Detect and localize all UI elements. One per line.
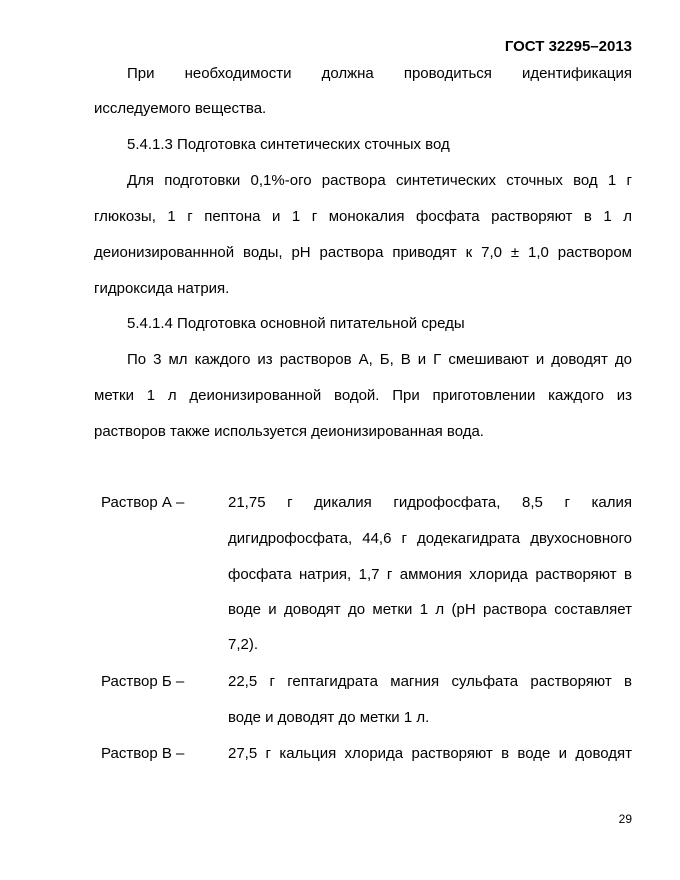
solution-v-label: Раствор В – — [101, 745, 185, 762]
section-5414-line-3: растворов также используется деионизированная вода. — [94, 423, 484, 440]
solution-v-line-1: 27,5 г кальция хлорида растворяют в воде и доводят — [228, 745, 632, 762]
solution-a-line-5: 7,2). — [228, 636, 259, 653]
section-5413-line-4: гидроксида натрия. — [94, 280, 230, 297]
solution-a-line-1: 21,75 г дикалия гидрофосфата, 8,5 г калия — [228, 494, 632, 511]
section-5413-line-1: Для подготовки 0,1%-ого раствора синтетических сточных вод 1 г — [127, 172, 632, 189]
intro-line-2: исследуемого вещества. — [94, 100, 267, 117]
solution-a-line-4: воде и доводят до метки 1 л (рН раствора составляет — [228, 601, 632, 618]
section-5414-line-2: метки 1 л деионизированной водой. При приготовлении каждого из — [94, 387, 632, 404]
section-5414-line-1: По 3 мл каждого из растворов А, Б, В и Г смешивают и доводят до — [127, 351, 632, 368]
solution-b-line-1: 22,5 г гептагидрата магния сульфата растворяют в — [228, 673, 632, 690]
section-5414-heading: 5.4.1.4 Подготовка основной питательной среды — [127, 315, 465, 332]
solution-a-label: Раствор А – — [101, 494, 185, 511]
solution-a-line-2: дигидрофосфата, 44,6 г додекагидрата двухосновного — [228, 530, 632, 547]
solution-a-line-3: фосфата натрия, 1,7 г аммония хлорида растворяют в — [228, 566, 632, 583]
section-5413-heading: 5.4.1.3 Подготовка синтетических сточных вод — [127, 136, 450, 153]
solution-b-label: Раствор Б – — [101, 673, 185, 690]
document-header: ГОСТ 32295–2013 — [504, 38, 632, 55]
page-number: 29 — [618, 812, 632, 826]
section-5413-line-3: деионизированнной воды, рН раствора приводят к 7,0 ± 1,0 раствором — [94, 244, 632, 261]
solution-b-line-2: воде и доводят до метки 1 л. — [228, 709, 430, 726]
intro-line-1: При необходимости должна проводиться идентификация — [127, 65, 632, 82]
section-5413-line-2: глюкозы, 1 г пептона и 1 г монокалия фосфата растворяют в 1 л — [94, 208, 632, 225]
